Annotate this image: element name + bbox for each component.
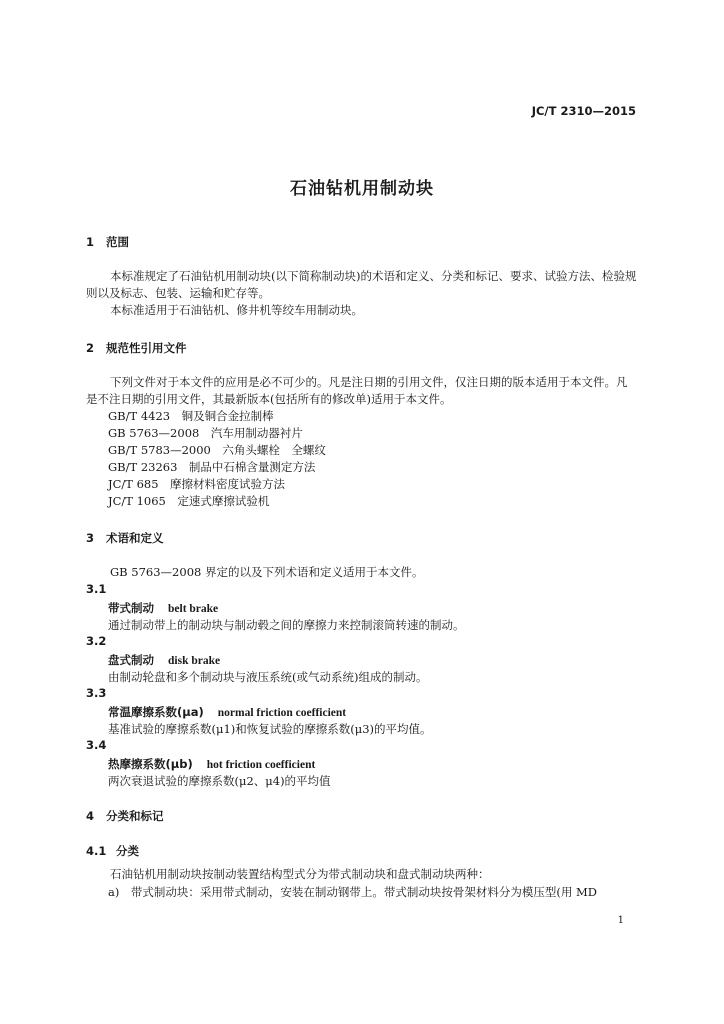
term-name: [108, 600, 218, 616]
term-number: 3.2: [86, 634, 107, 648]
term-name: [108, 652, 220, 668]
section-4-heading: [86, 808, 164, 824]
term-number: 3.1: [86, 582, 107, 596]
reference-item: JC/T 1065 定速式摩擦试验机: [108, 494, 270, 508]
section-1-paragraph-1: 本标准规定了石油钻机用制动块(以下简称制动块)的术语和定义、分类和标记、要求、试验方法、检验规则以及标志、包装、运输和贮存等。: [86, 269, 637, 300]
section-title: 术语和定义: [106, 531, 164, 545]
term-number: 3.3: [86, 686, 107, 700]
term-name-cn: 热摩擦系数(μb): [108, 757, 193, 771]
term-name-en: disk brake: [168, 655, 221, 667]
subsection-number: 4.1: [86, 844, 107, 858]
term-definition: 通过制动带上的制动块与制动毂之间的摩擦力来控制滚筒转速的制动。: [108, 618, 465, 632]
reference-item: GB/T 5783—2000 六角头螺栓 全螺纹: [108, 443, 326, 457]
term-name-cn: 盘式制动: [108, 653, 154, 667]
section-number: 2: [86, 341, 95, 355]
page-number: 1: [617, 915, 624, 926]
term-number: 3.4: [86, 738, 107, 752]
subsection-4-1-heading: [86, 843, 139, 859]
section-4-paragraph-1: 石油钻机用制动块按制动装置结构型式分为带式制动块和盘式制动块两种：: [110, 867, 490, 881]
reference-item: GB/T 23263 制品中石棉含量测定方法: [108, 460, 316, 474]
section-3-heading: [86, 530, 164, 546]
section-2-paragraph-1: 下列文件对于本文件的应用是必不可少的。凡是注日期的引用文件，仅注日期的版本适用于本文件。凡是不注日期的引用文件，其最新版本(包括所有的修改单)适用于本文件。: [86, 375, 628, 406]
section-title: 分类和标记: [106, 809, 164, 823]
section-1-heading: [86, 234, 129, 250]
term-definition: 由制动轮盘和多个制动块与液压系统(或气动系统)组成的制动。: [108, 670, 428, 684]
section-3-paragraph-1: GB 5763—2008 界定的以及下列术语和定义适用于本文件。: [110, 565, 424, 579]
section-number: 1: [86, 235, 95, 249]
term-name: [108, 704, 346, 720]
reference-item: JC/T 685 摩擦材料密度试验方法: [108, 477, 286, 491]
standard-code: JC/T 2310—2015: [531, 104, 636, 118]
section-title: 规范性引用文件: [106, 341, 187, 355]
term-name-en: normal friction coefficient: [217, 707, 347, 719]
term-definition: 基准试验的摩擦系数(μ1)和恢复试验的摩擦系数(μ3)的平均值。: [108, 722, 432, 736]
section-number: 4: [86, 809, 95, 823]
section-2-heading: [86, 340, 187, 356]
document-title: 石油钻机用制动块: [290, 179, 434, 199]
section-number: 3: [86, 531, 95, 545]
list-item-a: a) 带式制动块：采用带式制动，安装在制动钢带上。带式制动块按骨架材料分为模压型(用 MD: [108, 885, 597, 899]
term-definition: 两次衰退试验的摩擦系数(μ2、μ4)的平均值: [108, 774, 331, 788]
reference-item: GB 5763—2008 汽车用制动器衬片: [108, 426, 303, 440]
term-name: [108, 756, 315, 772]
term-name-cn: 带式制动: [108, 601, 154, 615]
subsection-title: 分类: [116, 844, 139, 858]
term-name-cn: 常温摩擦系数(μa): [108, 705, 204, 719]
reference-item: GB/T 4423 铜及铜合金拉制棒: [108, 409, 274, 423]
term-name-en: hot friction coefficient: [206, 759, 316, 771]
term-name-en: belt brake: [168, 603, 219, 615]
section-1-paragraph-2: 本标准适用于石油钻机、修井机等绞车用制动块。: [110, 303, 363, 317]
section-title: 范围: [106, 235, 129, 249]
